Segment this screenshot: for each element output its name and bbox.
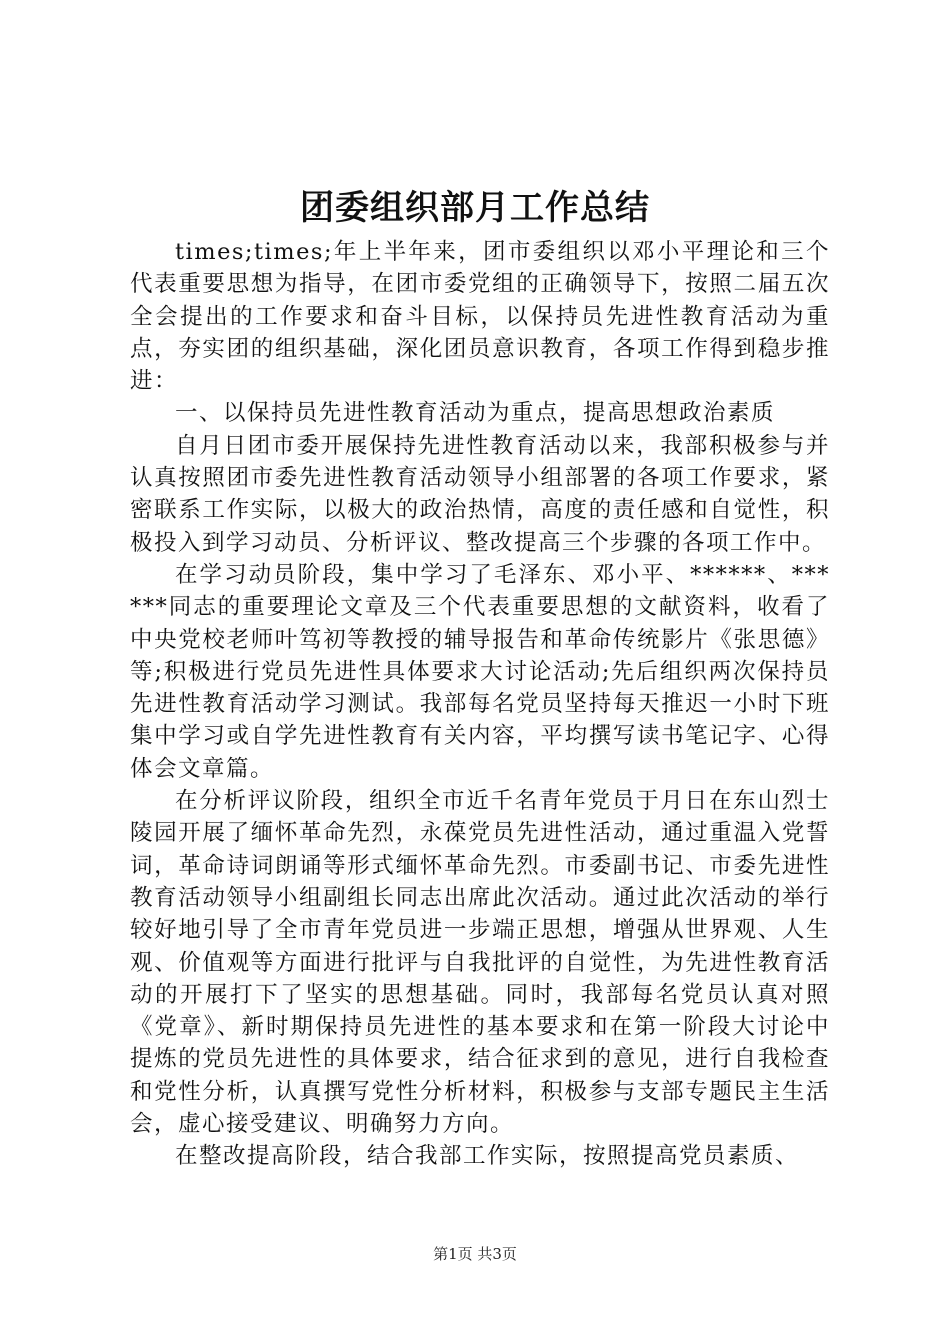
page-footer: 第1页 共3页 [433, 1245, 517, 1263]
body-paragraph: 在整改提高阶段，结合我部工作实际，按照提高党员素质、 [175, 1143, 800, 1170]
body-paragraph: 自月日团市委开展保持先进性教育活动以来，我部积极参与并认真按照团市委先进性教育活动领导小组部署的各项工作要求，紧密联系工作实际，以极大的政治热情，高度的责任感和自觉性，积极投入到学习动员、分析评议、整改提高三个步骤的各项工作中。 [130, 432, 830, 556]
document-body [130, 236, 830, 1173]
document-title: 团委组织部月工作总结 [300, 188, 650, 228]
body-paragraph: 在分析评议阶段，组织全市近千名青年党员于月日在东山烈士陵园开展了缅怀革命先烈，永葆党员先进性活动，通过重温入党誓词，革命诗词朗诵等形式缅怀革命先烈。市委副书记、市委先进性教育活动领导小组副组长同志出席此次活动。通过此次活动的举行较好地引导了全市青年党员进一步端正思想，增强从世界观、人生观、价值观等方面进行批评与自我批评的自觉性，为先进性教育活动的开展打下了坚实的思想基础。同时，我部每名党员认真对照《党章》、新时期保持员先进性的基本要求和在第一阶段大讨论中提炼的党员先进性的具体要求，结合征求到的意见，进行自我检查和党性分析，认真撰写党性分析材料，积极参与支部专题民主生活会，虚心接受建议、明确努力方向。 [130, 788, 830, 1138]
body-paragraph: 在学习动员阶段，集中学习了毛泽东、邓小平、******、******同志的重要理论文章及三个代表重要思想的文献资料，收看了中央党校老师叶笃初等教授的辅导报告和革命传统影片《张思德》等;积极进行党员先进性具体要求大讨论活动;先后组织两次保持员先进性教育活动学习测试。我部每名党员坚持每天推迟一小时下班集中学习或自学先进性教育有关内容，平均撰写读书笔记字、心得体会文章篇。 [130, 561, 830, 782]
section-heading-1: 一、以保持员先进性教育活动为重点，提高思想政治素质 [175, 400, 776, 427]
intro-paragraph: times;times;年上半年来，团市委组织以邓小平理论和三个代表重要思想为指导，在团市委党组的正确领导下，按照二届五次全会提出的工作要求和奋斗目标，以保持员先进性教育活动为重点，夯实团的组织基础，深化团员意识教育，各项工作得到稳步推进： [130, 239, 830, 395]
